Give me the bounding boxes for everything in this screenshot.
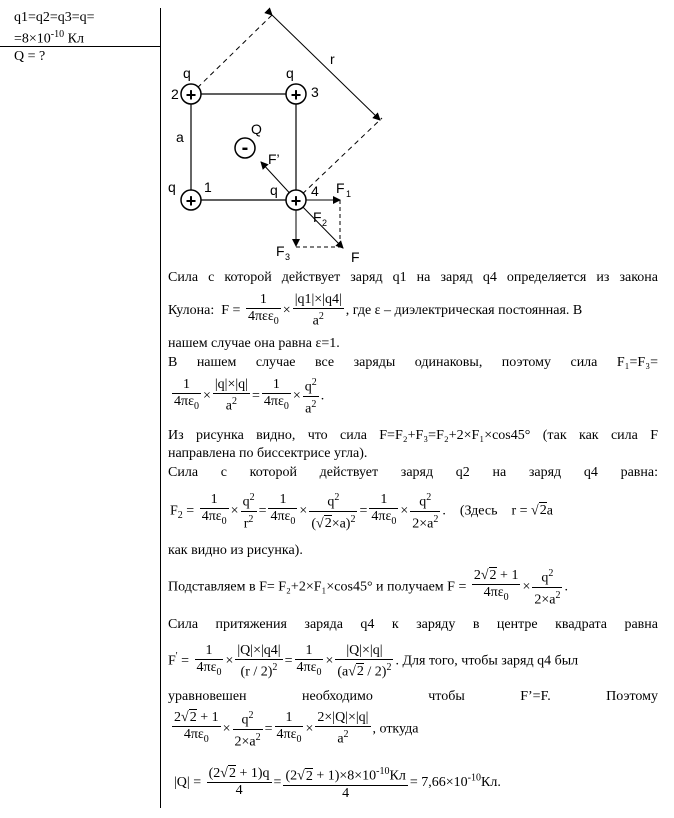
svg-text:F: F [336, 180, 345, 196]
svg-text:+: + [290, 191, 302, 211]
text-p4-line1: Сила с которой действует заряд q2 на заряд q4 равна: [168, 465, 658, 480]
text-p6-line3: уравновешен необходимо чтобы F’=F. Поэтому [168, 689, 658, 704]
formula-balance: $\frac{2√2 + 1}{4\pi\varepsilon_0}$ × $\frac{q^2}{2\times a^2}$ = $\frac{1}{4\pi\varepsilon_0}$ × $\frac{2\times|Q|\times|q|}{a^2}$ , откуда [174, 710, 419, 750]
svg-text:q: q [286, 65, 294, 81]
svg-text:+: + [290, 85, 302, 105]
svg-text:2: 2 [322, 218, 328, 228]
text-p6-line1: Сила притяжения заряда q4 к заряду в центре квадрата равна [168, 617, 658, 632]
svg-text:q: q [270, 182, 278, 198]
svg-text:q: q [183, 65, 191, 81]
svg-text:1: 1 [204, 179, 212, 195]
distance-r-guides [191, 15, 382, 200]
text-p3-line1: Из рисунка видно, что сила F=F₂+F₃=F₂+2×F₁×cos45° (так как сила F [168, 428, 658, 443]
svg-text:r: r [330, 51, 335, 67]
svg-text:+: + [185, 191, 197, 211]
text-p5-line1: Подставляем в F= F₂+2×F₁×cos45° и получаем F = $\frac{2√2 + 1}{4\pi\varepsilon_0}$ × $\frac{q^2}{2\times a^2}$ . [168, 568, 568, 608]
svg-text:3: 3 [285, 252, 291, 262]
svg-text:q: q [168, 179, 176, 195]
formula-f1: $\frac{1}{4\pi\varepsilon_0}$ × $\frac{|q|\times|q|}{a^2}$ = $\frac{1}{4\pi\varepsilon_0}$ × $\frac{q^2}{a^2}$ . [174, 377, 325, 417]
given-line2: $=8\times 10^{-10}$ Кл [14, 29, 84, 47]
text-p3-line2: направлена по биссектрисе угла). [168, 446, 368, 461]
formula-result: |Q| = $\frac{(2√2 + 1)q}{4}$ = $(2√2 + 1)\times 8\times 10^{-10}Кл$ 4 = $7,66\times 10^{-10}Кл$. [174, 766, 501, 801]
given-find: Q = ? [14, 49, 46, 64]
svg-text:F’: F’ [268, 151, 280, 167]
text-p4-line3: как видно из рисунка). [168, 543, 303, 558]
text-p6-formula-line: F' = $\frac{1}{4\pi\varepsilon_0}$ × $\frac{|Q|\times|q4|}{(r / 2)^2}$ = $\frac{1}{4\pi\varepsilon_0}$ × $\frac{|Q|\times|q|}{(a√2 / 2)^2}$ . Для того, чтобы заряд q4 был [168, 642, 579, 680]
svg-text:a: a [176, 129, 184, 145]
svg-text:F: F [276, 243, 285, 259]
svg-text:F: F [351, 249, 360, 262]
text-p1-line3: нашем случае она равна ε=1. [168, 336, 340, 351]
svg-text:-: - [241, 137, 249, 159]
text-p2-line1: В нашем случае все заряды одинаковы, поэтому сила F₁=F₃= [168, 355, 658, 370]
svg-text:Q: Q [251, 121, 262, 137]
svg-text:2: 2 [171, 86, 179, 102]
given-line1: q1=q2=q3=q= [14, 10, 95, 25]
svg-text:+: + [185, 85, 197, 105]
svg-text:4: 4 [311, 183, 319, 199]
formula-f2: $F_2$ = $\frac{1}{4\pi\varepsilon_0}$ × $\frac{q^2}{r^2}$ = $\frac{1}{4\pi\varepsilon_0}$ × $\frac{q^2}{(√2\times a)^2}$ = $\frac{1}{4\pi\varepsilon_0}$ × $\frac{q^2}{2\times a^2}$ . (Здесь r = √2a [170, 492, 553, 532]
text-p1-line1: Сила с которой действует заряд q1 на заряд q4 определяется из закона [168, 270, 658, 285]
charges-diagram [160, 0, 400, 262]
svg-text:F: F [313, 209, 322, 225]
text-p1-formula-line: Кулона: F = 1 4πεε$_0$ × $\frac{|q1|\times|q4|}{a^2}$ , где ε – диэлектрическая постоянная. В [168, 292, 583, 329]
svg-text:1: 1 [346, 189, 352, 199]
svg-text:3: 3 [311, 84, 319, 100]
